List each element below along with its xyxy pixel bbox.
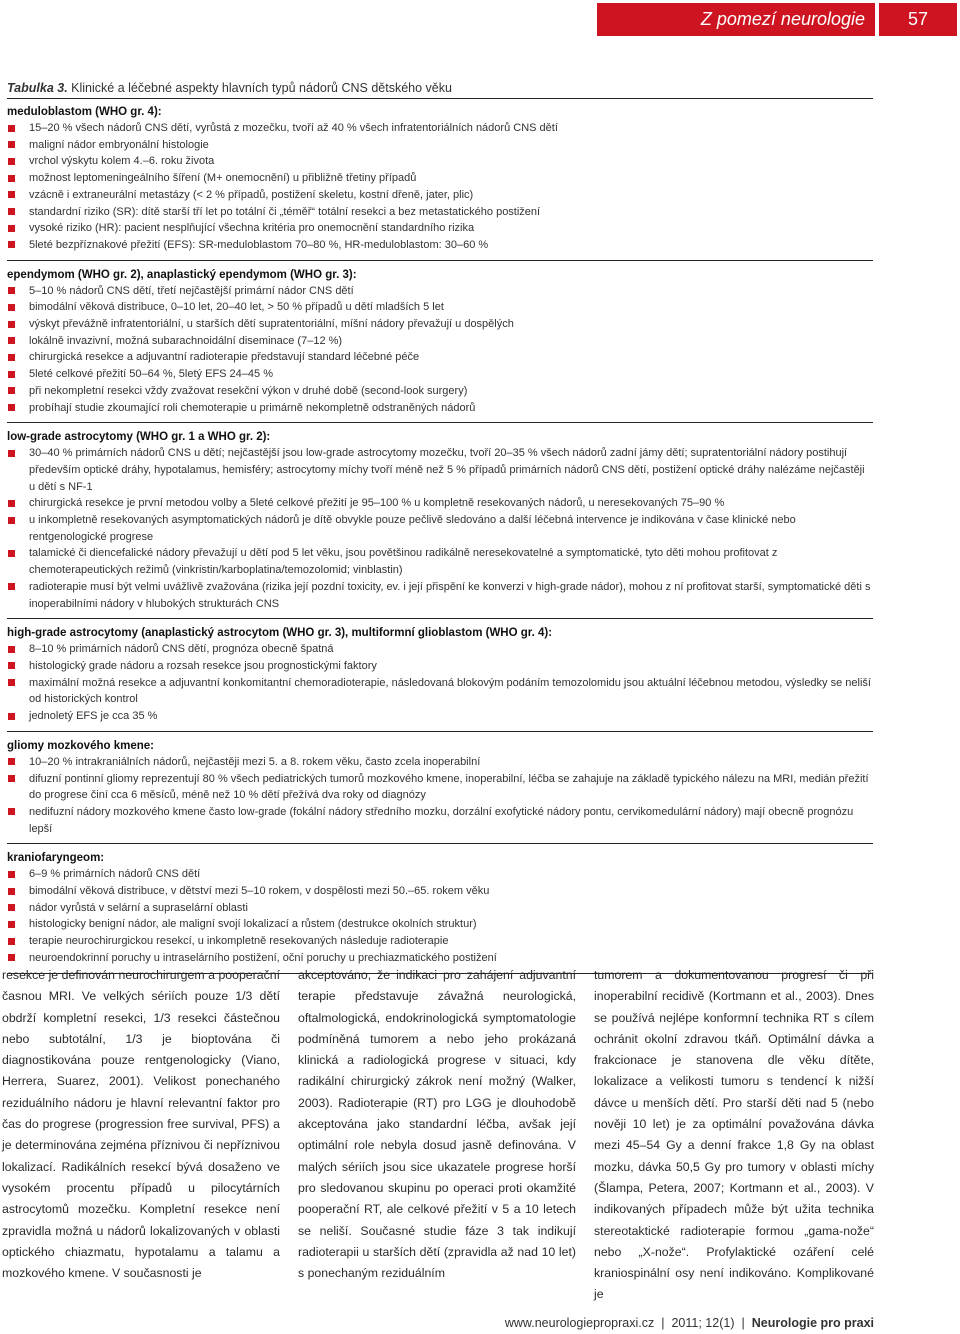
table-caption-text: Klinické a léčebné aspekty hlavních typů nádorů CNS dětského věku [67,81,452,95]
list-item: radioterapie musí být velmi uvážlivě zvažována (rizika její pozdní toxicity, ev. i její přispění ke konverzi v high-grade nádor), mohou z ní profitovat starší, symptomatické děti s inoperabilními nádory v hlubokých strukturách CNS [7,579,873,612]
footer-journal: Neurologie pro praxi [751,1316,874,1330]
list-item: 6–9 % primárních nádorů CNS dětí [7,866,873,883]
list-item: 8–10 % primárních nádorů CNS dětí, prognóza obecně špatná [7,641,873,658]
section-heading: ependymom (WHO gr. 2), anaplastický ependymom (WHO gr. 3): [7,268,357,281]
list-item: chirurgická resekce a adjuvantní radioterapie představují standard léčebné péče [7,349,873,366]
list-item: lokálně invazivní, možná subarachnoidální diseminace (7–12 %) [7,333,873,350]
section-heading: meduloblastom (WHO gr. 4): [7,106,162,118]
list-item: probíhají studie zkoumající roli chemoterapie u primárně nekompletně odstraněných nádorů [7,400,873,417]
table-section [7,625,873,732]
list-item: nedifuzní nádory mozkového kmene často low-grade (fokální nádory středního mozku, dorzální exofytické nádory pontu, cervikomedulární nádory) mají obecně prognózu lepší [7,804,873,837]
list-item: bimodální věková distribuce, v dětství mezi 5–10 rokem, v dospělosti mezi 50.–65. rokem věku [7,883,873,900]
footer-issue: 2011; 12(1) [671,1316,735,1330]
list-item: u inkompletně resekovaných asymptomatických nádorů je dítě obvykle pouze pečlivě sledováno a další léčebná intervence je indikována v čase klinické nebo rentgenologické progrese [7,512,873,545]
table-section [7,850,873,973]
section-heading: low-grade astrocytomy (WHO gr. 1 a WHO gr. 2): [7,431,271,444]
list-item: nádor vyrůstá v selární a supraselární oblasti [7,900,873,917]
list-item: jednoletý EFS je cca 35 % [7,708,873,725]
list-item: talamické či diencefalické nádory převažují u dětí pod 5 let věku, jsou povětšinou radikálně neresekovatelné a symptomatické, tyto děti mohou profitovat z chemoterapeutických režimů (vinkristin/karboplatina/temozolomid; vinblastin) [7,545,873,578]
section-heading: kraniofaryngeom: [7,852,105,865]
list-item: terapie neurochirurgickou resekcí, u inkompletně resekovaných následuje radioterapie [7,933,873,950]
footer-url[interactable]: www.neurologiepropraxi.cz [504,1316,655,1330]
list-item: výskyt převážně infratentoriální, u starších dětí supratentoriální, míšní nádory převažují u dospělých [7,316,873,333]
list-item: difuzní pontinní gliomy reprezentují 80 % všech pediatrických tumorů mozkového kmene, inoperabilní, léčba se zahajuje na základě typického nálezu na MRI, medián přežití do progrese činí cca 6 měsíců, méně než 10 % dětí přežívá dva roky od diagnózy [7,771,873,804]
list-item: vysoké riziko (HR): pacient nesplňující všechna kritéria pro onemocnění standardního rizika [7,220,873,237]
table-caption-label: Tabulka 3. [7,81,68,95]
table-top-rule [7,98,873,99]
list-item: vzácně i extraneurální metastázy (< 2 % případů, postižení skeletu, kostní dřeně, jater, plic) [7,187,873,204]
list-item: 5leté celkové přežití 50–64 %, 5letý EFS 24–45 % [7,366,873,383]
section-header [597,3,875,36]
list-item: 5–10 % nádorů CNS dětí, třetí nejčastější primární nádor CNS dětí [7,283,873,300]
list-item: 15–20 % všech nádorů CNS dětí, vyrůstá z mozečku, tvoří až 40 % všech infratentoriálních nádorů CNS dětí [7,120,873,137]
page-number: 57 [879,3,957,36]
list-item: histologicky benigní nádor, ale maligní svojí lokalizací a růstem (destrukce okolních struktur) [7,916,873,933]
list-item: standardní riziko (SR): dítě starší tří let po totální či „téměř“ totální resekci a bez metastatického postižení [7,204,873,221]
table-body [7,104,873,980]
list-item: maximální možná resekce a adjuvantní konkomitantní chemoradioterapie, následovaná blokovým podáním temozolomidu jsou aktuální léčebnou metodou, výsledky se neliší od historických kontrol [7,675,873,708]
table-caption [7,81,452,95]
list-item: 30–40 % primárních nádorů CNS u dětí; nejčastější jsou low-grade astrocytomy mozečku, tvoří 20–35 % všech nádorů zadní jámy dětí; supratentoriální nádory postihují především optické dráhy, hypotalamus, hemisféry; astrocytomy míchy tvoří méně než 5 % případů primárních nádorů CNS dětí, postižení optické dráhy nalézáme nejčastěji u dětí s NF-1 [7,445,873,495]
list-item: histologický grade nádoru a rozsah resekce jsou prognostickými faktory [7,658,873,675]
list-item: 10–20 % intrakraniálních nádorů, nejčastěji mezi 5. a 8. rokem věku, často zcela inoperabilní [7,754,873,771]
table-section [7,738,873,845]
table-section [7,429,873,619]
list-item: bimodální věková distribuce, 0–10 let, 20–40 let, > 50 % případů u dětí mladších 5 let [7,299,873,316]
list-item: při nekompletní resekci vždy zvažovat resekční výkon v druhé době (second-look surgery) [7,383,873,400]
table-section [7,104,873,261]
section-title: Z pomezí neurologie [700,9,865,29]
body-column-3: tumorem a dokumentovanou progresí či při inoperabilní recidivě (Kortmann et al., 2003). Dnes se používá nejlépe konformní technika RT s cílem ochránit okolní zdravou tkáň. Optimální dávka a frakcionace je stanovena dle věku dítěte, lokalizace a velikosti tumoru s tendencí k nižší dávce u menších dětí. Pro starší děti nad 5 (nebo nověji 10 let) je za optimální považována dávka mezi 45–54 Gy a denní frakce 1,8 Gy na oblast mozku, dávka 50,5 Gy pro tumory v oblasti míchy (Šlampa, Petera, 2007; Kortmann et al., 2003). V indikovaných případech může být užita technika stereotaktické radioterapie formou „gama-nože“ nebo „X-nože“. Profylaktické ozáření celé kraniospinální osy není indikováno. Komplikované je [594,968,874,1302]
list-item: 5leté bezpříznakové přežití (EFS): SR-meduloblastom 70–80 %, HR-meduloblastom: 30–60 % [7,237,873,254]
list-item: možnost leptomeningeálního šíření (M+ onemocnění) u přibližně třetiny případů [7,170,873,187]
section-heading: high-grade astrocytomy (anaplastický astrocytom (WHO gr. 3), multiformní glioblastom (WHO gr. 4): [7,627,553,640]
list-item: chirurgická resekce je první metodou volby a 5leté celkové přežití je 95–100 % u kompletně resekovaných nádorů, u neresekovaných 75–90 % [7,495,873,512]
page-footer: www.neurologiepropraxi.cz | 2011; 12(1) | Neurologie pro praxi [504,1316,874,1330]
list-item: maligní nádor embryonální histologie [7,137,873,154]
body-column-2: akceptováno, že indikaci pro zahájení adjuvantní terapie představuje závažná neurologická, oftalmologická, endokrinologická symptomatologie podmíněná tumorem a nebo jeho prokázaná klinická a radiologická progrese v situaci, kdy radikální chirurgický zákrok není možný (Walker, 2003). Radioterapie (RT) pro LGG je dlouhodobě akceptována jako standardní léčba, avšak její optimální role nebyla dosud jasně definována. V malých sériích jsou sice ukazatele progrese horší pro sledovanou skupinu po operaci proti okamžité pooperační RT, ale celkové přežití v 5 a 10 letech se neliší. Současné studie fáze 3 tak indikují radioterapii u starších dětí (zpravidla až nad 10 let) s ponechaným reziduálním [298,968,576,1281]
section-heading: gliomy mozkového kmene: [7,739,154,752]
table-section [7,267,873,424]
list-item: vrchol výskytu kolem 4.–6. roku života [7,153,873,170]
body-column-1: resekce je definován neurochirurgem a pooperační časnou MRI. Ve velkých sériích pouze 1/3 dětí obdrží kompletní resekci, 1/3 resekci částečnou nebo subtotální, 1/3 je bioptována či diagnostikována pouze rentgenologicky (Viano, Herrera, Suarez, 2001). Velikost ponechaného reziduálního nádoru je hlavní relevantní faktor pro čas do progrese (progression free survival, PFS) a je determinována zejména příznivou či nepříznivou lokalizací. Radikálních resekcí bývá dosaženo ve vysokém procentu případů u pilocytárních astrocytomů mozečku. Kompletní resekce není zpravidla možná u nádorů lokalizovaných v oblasti optického chiazmatu, hypotalamu a talamu a mozkového kmene. V současnosti je [2,968,280,1281]
list-item: neuroendokrinní poruchy u intraselárního postižení, oční poruchy u prechiazmatického postižení [7,950,873,967]
